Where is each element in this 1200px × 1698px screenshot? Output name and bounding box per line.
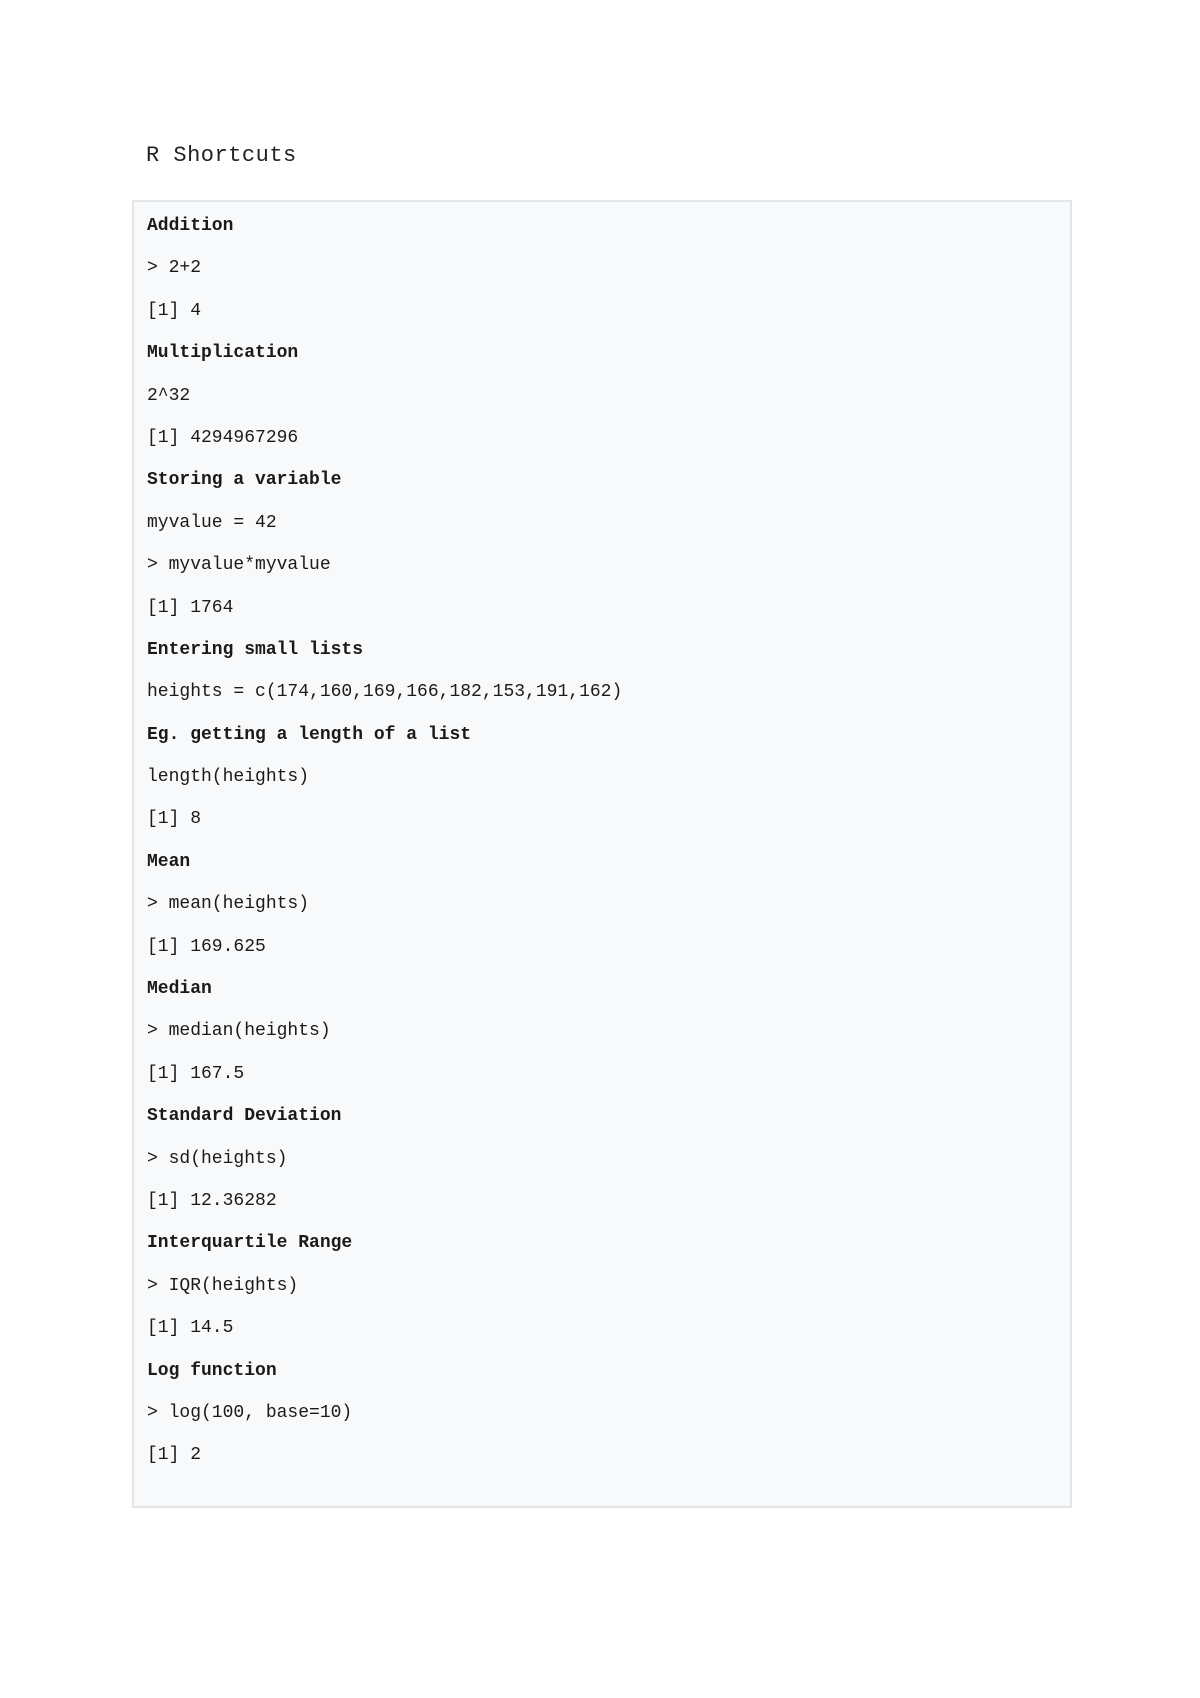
- code-line: heights = c(174,160,169,166,182,153,191,162): [147, 682, 623, 703]
- output-line: [1] 2: [147, 1445, 202, 1466]
- section-heading: Interquartile Range: [147, 1233, 353, 1254]
- output-line: [1] 8: [147, 809, 202, 830]
- output-line: [1] 4: [147, 300, 202, 321]
- output-line: [1] 169.625: [147, 936, 266, 957]
- section-heading: Log function: [147, 1360, 277, 1381]
- code-line: > mean(heights): [147, 894, 310, 915]
- output-line: [1] 167.5: [147, 1063, 245, 1084]
- code-line: myvalue = 42: [147, 512, 277, 533]
- section-heading: Multiplication: [147, 343, 299, 364]
- output-line: [1] 12.36282: [147, 1190, 277, 1211]
- section-heading: Addition: [147, 216, 234, 236]
- section-heading: Mean: [147, 851, 191, 872]
- output-line: [1] 4294967296: [147, 427, 299, 448]
- section-heading: Median: [147, 979, 212, 1000]
- code-line: length(heights): [147, 767, 310, 788]
- code-line: > 2+2: [147, 258, 202, 279]
- output-line: [1] 1764: [147, 597, 234, 618]
- code-line: > log(100, base=10): [147, 1402, 353, 1423]
- code-line: > myvalue*myvalue: [147, 555, 331, 576]
- page-title: R Shortcuts: [146, 143, 297, 168]
- code-block: [132, 200, 1072, 1508]
- section-heading: Entering small lists: [147, 639, 364, 660]
- section-heading: Eg. getting a length of a list: [147, 724, 472, 745]
- code-line: > sd(heights): [147, 1148, 288, 1169]
- code-line: > IQR(heights): [147, 1275, 299, 1296]
- output-line: [1] 14.5: [147, 1318, 234, 1339]
- section-heading: Standard Deviation: [147, 1106, 342, 1127]
- code-line: > median(heights): [147, 1021, 331, 1042]
- section-heading: Storing a variable: [147, 470, 342, 491]
- code-line: 2^32: [147, 385, 191, 406]
